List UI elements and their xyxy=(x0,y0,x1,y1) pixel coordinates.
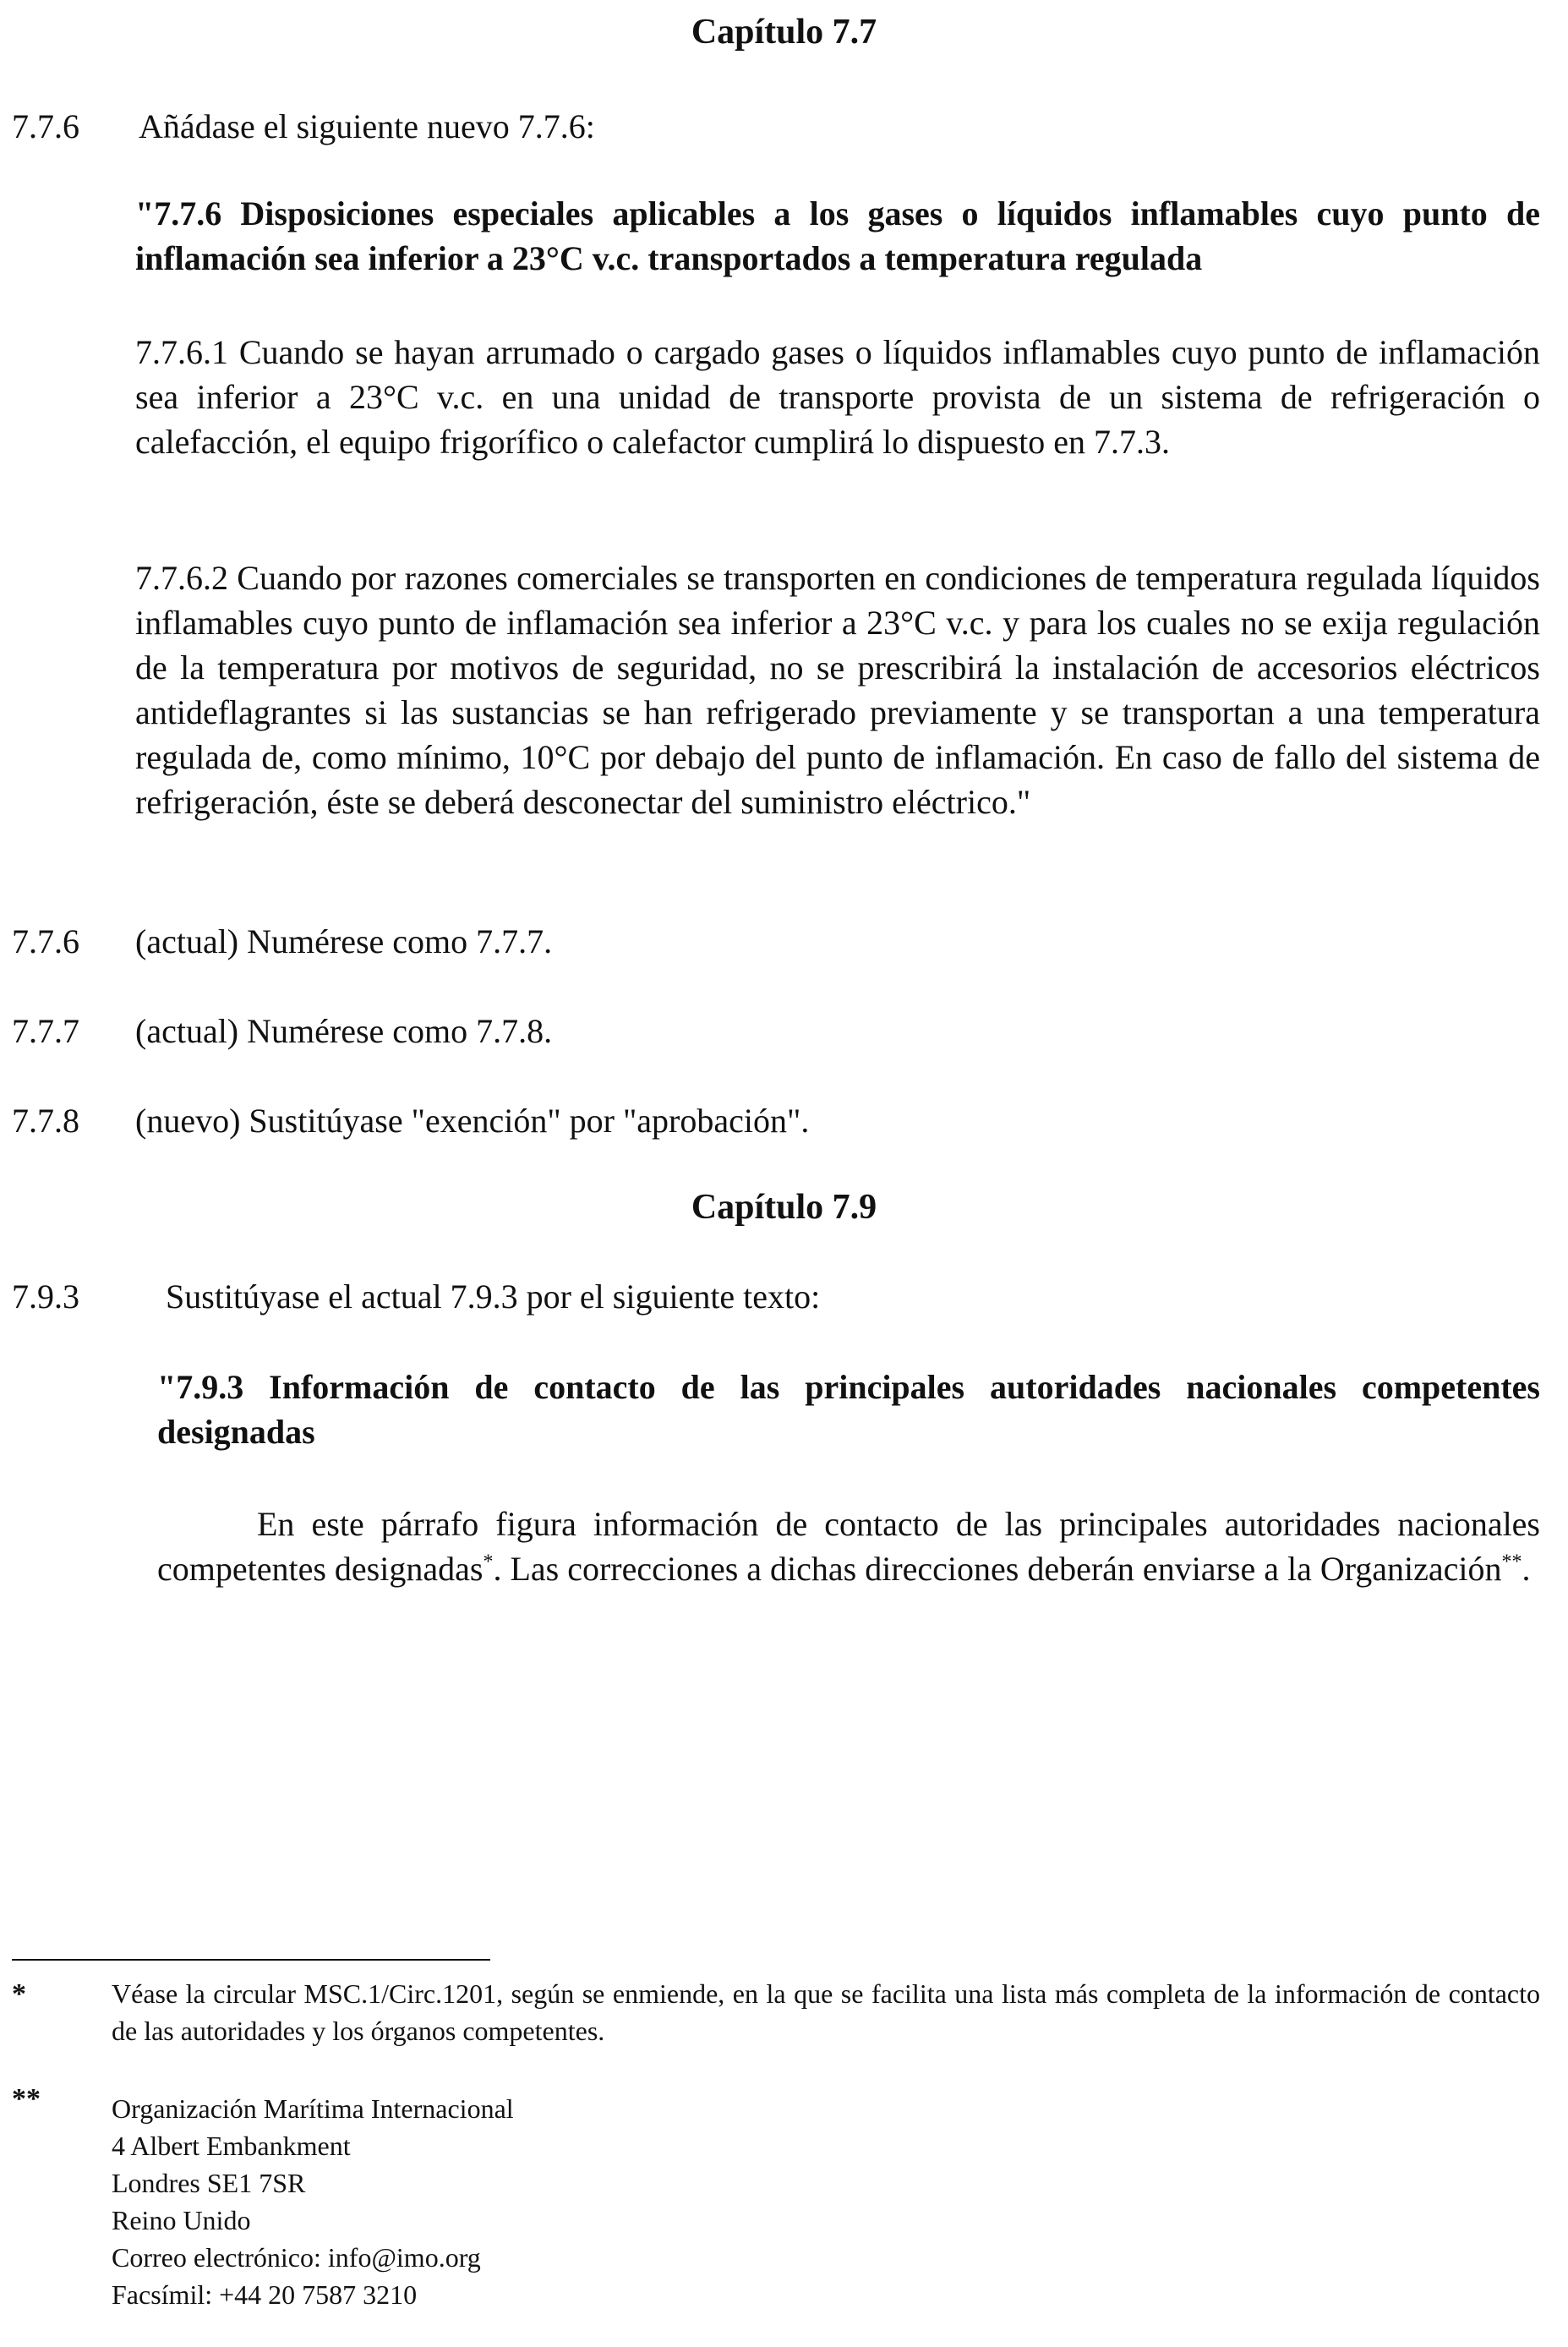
item-number: 7.9.3 xyxy=(12,1277,79,1316)
chapter-7-7-heading: Capítulo 7.7 xyxy=(691,13,877,52)
item-text: (actual) Numérese como 7.7.8. xyxy=(135,1012,553,1050)
address-line: Facsímil: +44 20 7587 3210 xyxy=(112,2279,418,2310)
item-text: Sustitúyase el actual 7.9.3 por el siguiente texto: xyxy=(166,1277,821,1316)
address-line: 4 Albert Embankment xyxy=(112,2131,351,2161)
address-line: Reino Unido xyxy=(112,2205,251,2235)
address-line: Londres SE1 7SR xyxy=(112,2168,306,2198)
footnote-ref: ** xyxy=(1501,1551,1522,1573)
footnote-mark: ** xyxy=(12,2083,41,2114)
address-line: Correo electrónico: info@imo.org xyxy=(112,2242,481,2273)
item-number: 7.7.8 xyxy=(12,1102,79,1140)
footnote-ref: * xyxy=(483,1551,494,1573)
address-line: Organización Marítima Internacional xyxy=(112,2093,514,2124)
paragraph-7-7-6-2: 7.7.6.2 Cuando por razones comerciales se transporten en condiciones de temperatura regulada líquidos inflamables cuyo punto de inflamación sea inferior a 23°C v.c. y para los cuales no se exija regulación de la temperatura por motivos de seguridad, no se prescribirá la instalación de accesorios eléctricos antideflagrantes si las sustancias se han refrigerado previamente y se transportan a una temperatura regulada de, como mínimo, 10°C por debajo del punto de inflamación. En caso de fallo del sistema de refrigeración, éste se deberá desconectar del suministro eléctrico." xyxy=(135,559,1540,821)
item-text: Añádase el siguiente nuevo 7.7.6: xyxy=(139,107,595,145)
paragraph-text: En este párrafo figura información de contacto de las principales autoridades nacionales competentes designadas xyxy=(157,1505,1540,1588)
footnote-1-text: Véase la circular MSC.1/Circ.1201, según se enmiende, en la que se facilita una lista más completa de la información de contacto de las autoridades y los órganos competentes. xyxy=(112,1978,1540,2046)
paragraph-text: . Las correcciones a dichas direcciones deberán enviarse a la Organización xyxy=(493,1550,1502,1588)
footnote-divider xyxy=(12,1959,490,1961)
quoted-7-9-3-heading: "7.9.3 Información de contacto de las principales autoridades nacionales competentes designadas xyxy=(157,1368,1540,1451)
item-text: (actual) Numérese como 7.7.7. xyxy=(135,922,553,960)
paragraph-text: . xyxy=(1522,1550,1531,1588)
item-number: 7.7.6 xyxy=(12,922,79,960)
footnote-2-address xyxy=(112,2090,514,2313)
item-number: 7.7.7 xyxy=(12,1012,79,1050)
quoted-7-7-6-heading: "7.7.6 Disposiciones especiales aplicables a los gases o líquidos inflamables cuyo punto de inflamación sea inferior a 23°C v.c. transportados a temperatura regulada xyxy=(135,194,1540,277)
item-text: (nuevo) Sustitúyase "exención" por "aprobación". xyxy=(135,1102,810,1140)
chapter-7-9-heading: Capítulo 7.9 xyxy=(691,1188,877,1227)
paragraph-7-9-3 xyxy=(157,1502,1540,1591)
footnote-mark: * xyxy=(12,1978,26,2010)
paragraph-7-7-6-1: 7.7.6.1 Cuando se hayan arrumado o cargado gases o líquidos inflamables cuyo punto de inflamación sea inferior a 23°C v.c. en una unidad de transporte provista de un sistema de refrigeración o calefacción, el equipo frigorífico o calefactor cumplirá lo dispuesto en 7.7.3. xyxy=(135,333,1540,461)
item-number: 7.7.6 xyxy=(12,107,79,145)
